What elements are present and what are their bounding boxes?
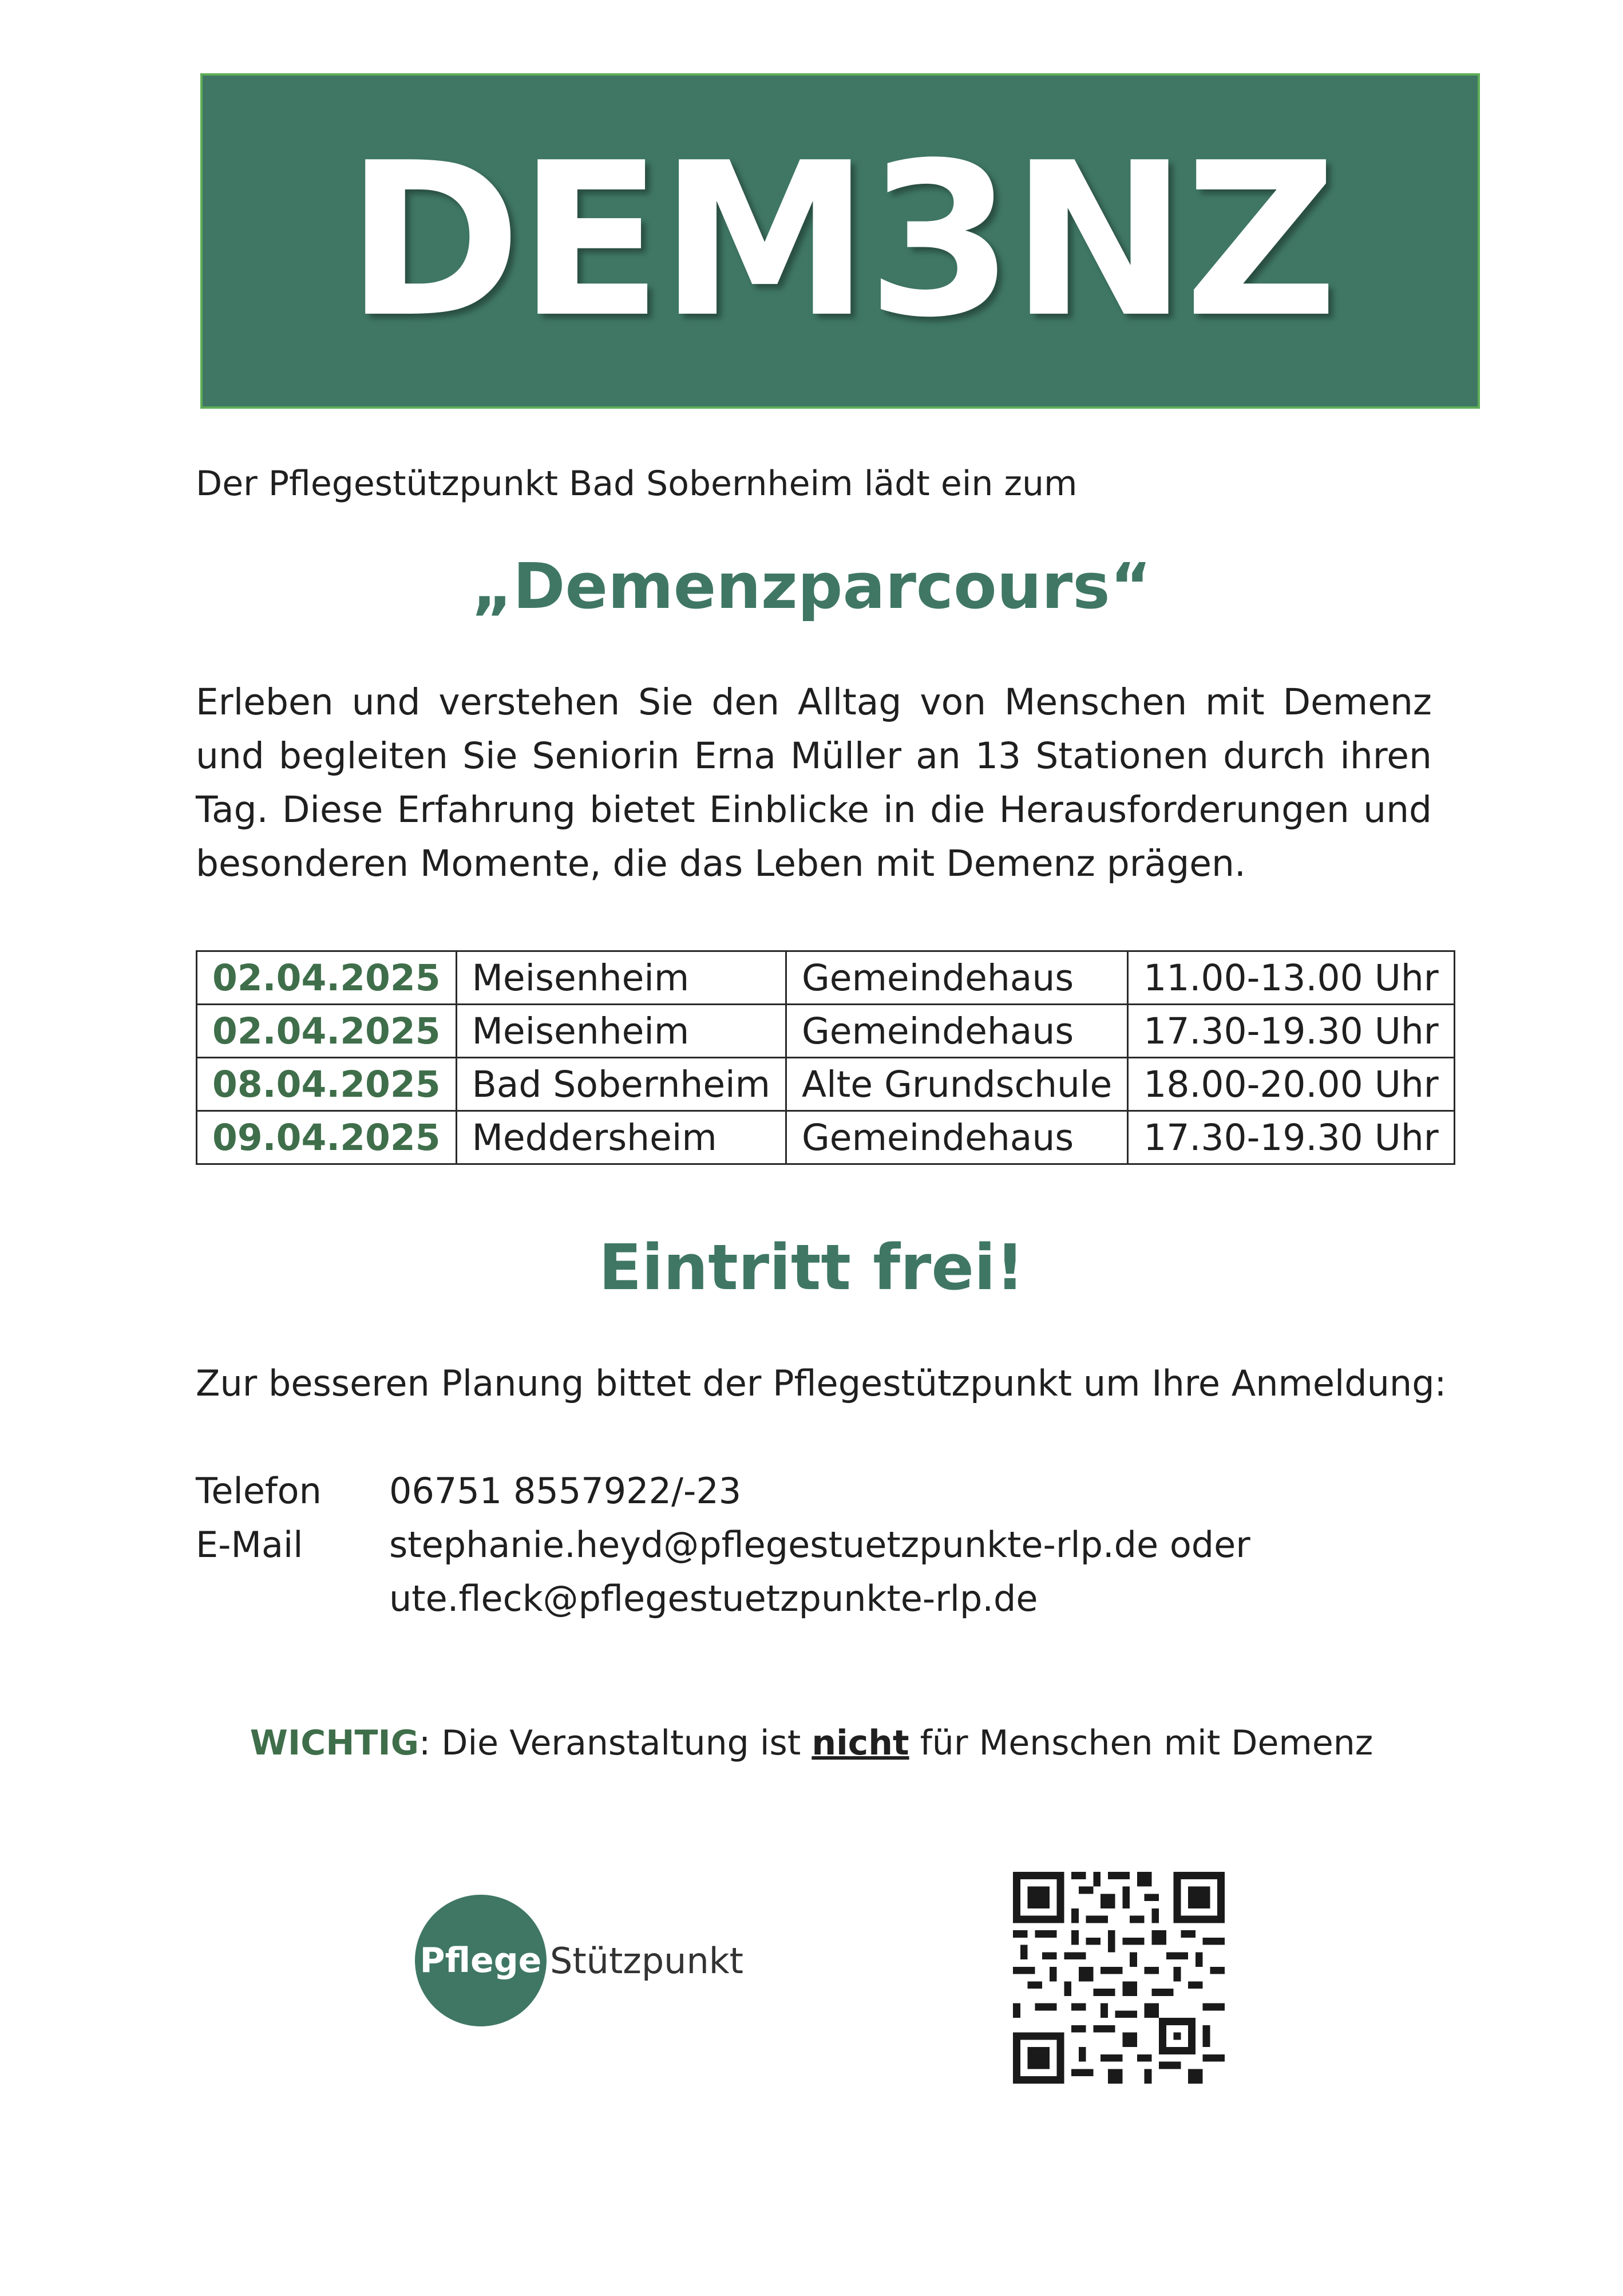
event-time: 17.30-19.30 Uhr [1128, 1005, 1454, 1058]
logo-circle [415, 1895, 547, 2026]
event-date: 08.04.2025 [197, 1058, 457, 1111]
table-row [197, 951, 1455, 1005]
pflegestuetzpunkt-logo [415, 1895, 743, 2026]
phone-label: Telefon [196, 1470, 322, 1512]
event-date: 09.04.2025 [197, 1111, 457, 1164]
important-note [0, 1723, 1623, 1763]
note-emphasis: nicht [812, 1723, 909, 1763]
event-place: Meisenheim [456, 1005, 786, 1058]
event-venue: Gemeindehaus [786, 1111, 1127, 1164]
table-row [197, 1005, 1455, 1058]
event-time: 17.30-19.30 Uhr [1128, 1111, 1454, 1164]
banner-title: DEM3NZ [346, 118, 1335, 364]
phone-row [196, 1464, 1250, 1518]
event-schedule-table [196, 950, 1455, 1165]
note-text-after: für Menschen mit Demenz [909, 1723, 1373, 1763]
intro-text: Der Pflegestützpunkt Bad Sobernheim lädt ein zum [196, 464, 1078, 504]
email-row [196, 1518, 1250, 1572]
title-banner [200, 73, 1480, 409]
event-date: 02.04.2025 [197, 951, 457, 1005]
event-place: Bad Sobernheim [456, 1058, 786, 1111]
note-text-before: : Die Veranstaltung ist [418, 1723, 812, 1763]
event-venue: Alte Grundschule [786, 1058, 1127, 1111]
free-entry-heading: Eintritt frei! [599, 1231, 1024, 1304]
email-address-1[interactable]: stephanie.heyd@pflegestuetzpunkte-rlp.de oder [389, 1524, 1250, 1566]
email-row-2 [196, 1572, 1250, 1626]
email-address-2[interactable]: ute.fleck@pflegestuetzpunkte-rlp.de [389, 1578, 1038, 1619]
event-time: 11.00-13.00 Uhr [1128, 951, 1454, 1005]
event-place: Meddersheim [456, 1111, 786, 1164]
logo-circle-text: Pflege [419, 1941, 542, 1981]
event-venue: Gemeindehaus [786, 1005, 1127, 1058]
qr-code-icon[interactable] [1013, 1872, 1225, 2084]
table-row [197, 1058, 1455, 1111]
event-venue: Gemeindehaus [786, 951, 1127, 1005]
event-place: Meisenheim [456, 951, 786, 1005]
note-label: WICHTIG [250, 1723, 419, 1763]
event-date: 02.04.2025 [197, 1005, 457, 1058]
logo-word: Stützpunkt [550, 1939, 743, 1982]
event-title: „Demenzparcours“ [471, 550, 1152, 623]
event-description: Erleben und verstehen Sie den Alltag von Menschen mit Demenz und begleiten Sie Seniorin Erna Müller an 13 Stationen durch ihren Tag. Diese Erfahrung bietet Einblicke in die Herausforderungen und besonderen Momente, die das Leben mit Demenz prägen. [196, 681, 1432, 884]
table-row [197, 1111, 1455, 1164]
phone-number[interactable]: 06751 8557922/-23 [389, 1470, 742, 1512]
email-label: E-Mail [196, 1524, 303, 1566]
registration-text: Zur besseren Planung bittet der Pflegestützpunkt um Ihre Anmeldung: [196, 1362, 1447, 1404]
event-time: 18.00-20.00 Uhr [1128, 1058, 1454, 1111]
contact-block [196, 1464, 1250, 1626]
